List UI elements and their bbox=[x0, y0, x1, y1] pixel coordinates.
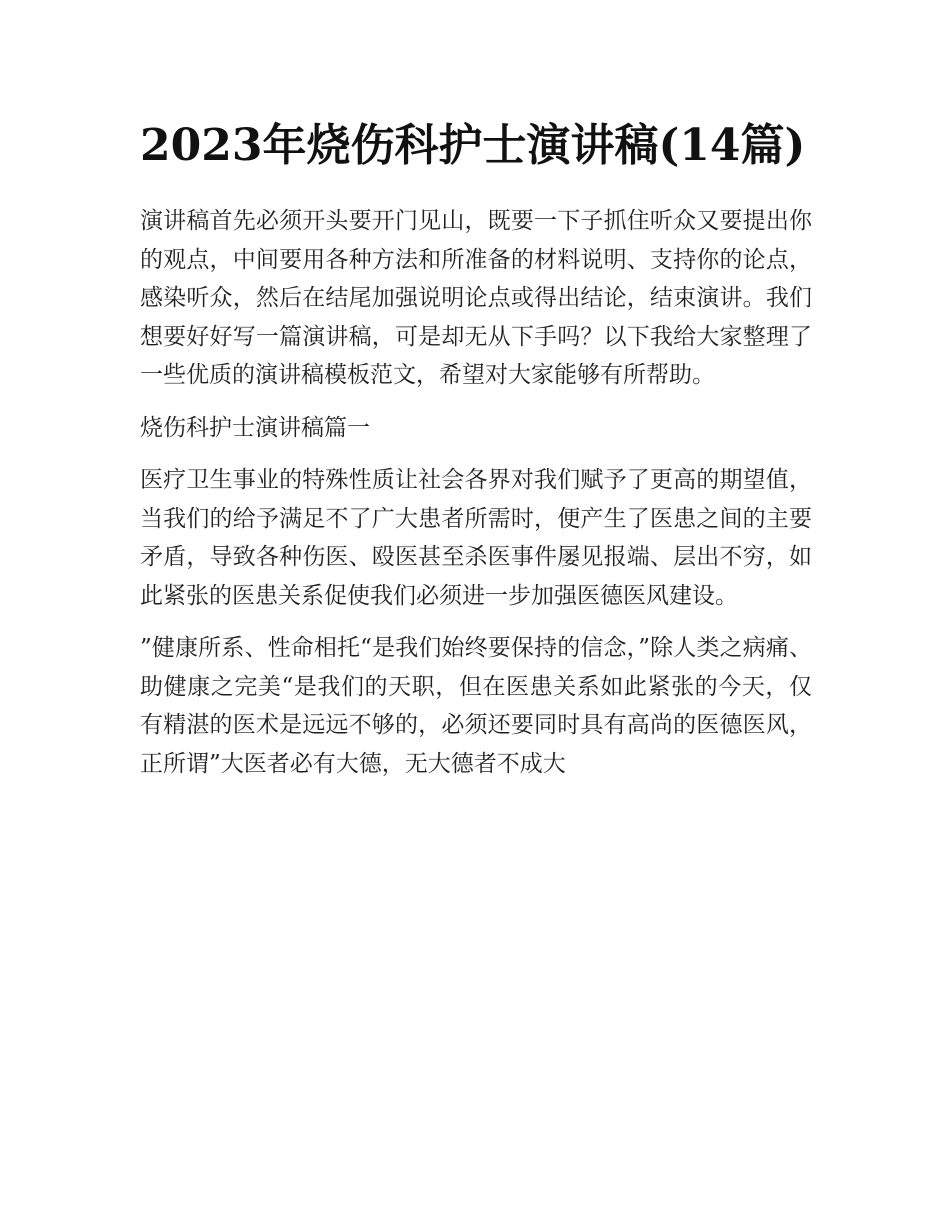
body-paragraph-2: ”健康所系、性命相托“是我们始终要保持的信念，”除人类之病痛、助健康之完美“是我们的天职，但在医患关系如此紧张的今天，仅有精湛的医术是远远不够的，必须还要同时具有高尚的医德医风，正所谓”大医者必有大德，无大德者不成大 bbox=[140, 635, 812, 777]
intro-paragraph: 演讲稿首先必须开头要开门见山，既要一下子抓住听众又要提出你的观点，中间要用各种方法和所准备的材料说明、支持你的论点，感染听众，然后在结尾加强说明论点或得出结论，结束演讲。我们想要好好写一篇演讲稿，可是却无从下手吗？以下我给大家整理了一些优质的演讲稿模板范文，希望对大家能够有所帮助。 bbox=[140, 208, 812, 388]
document-page bbox=[140, 112, 812, 783]
section-heading: 烧伤科护士演讲稿篇一 bbox=[140, 414, 370, 441]
body-paragraph-1: 医疗卫生事业的特殊性质让社会各界对我们赋予了更高的期望值，当我们的给予满足不了广大患者所需时，便产生了医患之间的主要矛盾，导致各种伤医、殴医甚至杀医事件屡见报端、层出不穷，如此紧张的医患关系促使我们必须进一步加强医德医风建设。 bbox=[140, 467, 812, 609]
document-title: 2023年烧伤科护士演讲稿(14篇) bbox=[140, 120, 806, 171]
